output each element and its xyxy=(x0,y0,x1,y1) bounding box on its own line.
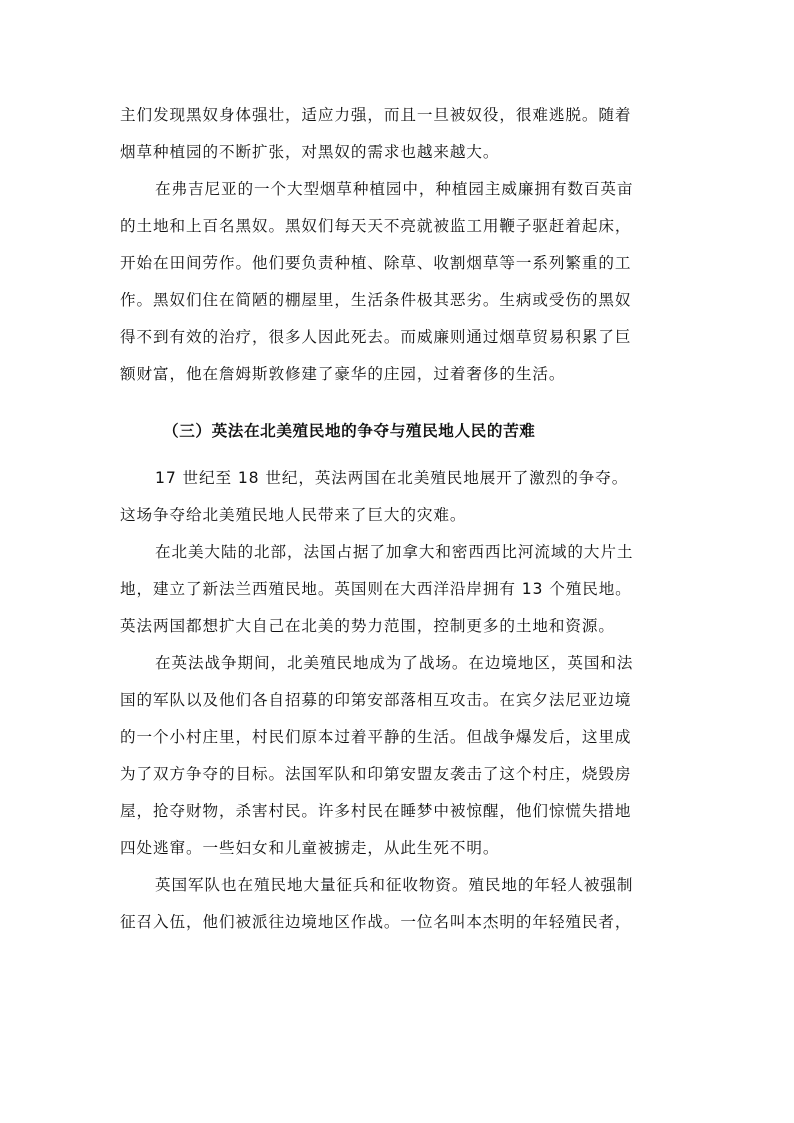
text-line: 地，建立了新法兰西殖民地。英国则在大西洋沿岸拥有 13 个殖民地。 xyxy=(120,580,632,598)
paragraph xyxy=(120,460,676,534)
text-line: 四处逃窜。一些妇女和儿童被掳走，从此生死不明。 xyxy=(120,839,500,857)
text-line: 在弗吉尼亚的一个大型烟草种植园中，种植园主威廉拥有数百英亩 xyxy=(155,180,634,198)
document-body xyxy=(120,97,676,941)
paragraph xyxy=(120,645,676,867)
text-line: 屋，抢夺财物，杀害村民。许多村民在睡梦中被惊醒，他们惊慌失措地 xyxy=(120,802,632,820)
text-line: 为了双方争夺的目标。法国军队和印第安盟友袭击了这个村庄，烧毁房 xyxy=(120,765,632,783)
text-line: 的一个小村庄里，村民们原本过着平静的生活。但战争爆发后，这里成 xyxy=(120,728,632,746)
text-line: 开始在田间劳作。他们要负责种植、除草、收割烟草等一系列繁重的工 xyxy=(120,254,632,272)
text-line: 英国军队也在殖民地大量征兵和征收物资。殖民地的年轻人被强制 xyxy=(155,876,634,894)
text-line: 征召入伍，他们被派往边境地区作战。一位名叫本杰明的年轻殖民者， xyxy=(120,913,632,931)
text-line: 这场争夺给北美殖民地人民带来了巨大的灾难。 xyxy=(120,506,467,524)
paragraph xyxy=(120,534,676,645)
text-line: 在北美大陆的北部，法国占据了加拿大和密西西比河流域的大片土 xyxy=(155,543,634,561)
text-line: 国的军队以及他们各自招募的印第安部落相互攻击。在宾夕法尼亚边境 xyxy=(120,691,632,709)
paragraph xyxy=(120,867,676,941)
text-line: 额财富，他在詹姆斯敦修建了豪华的庄园，过着奢侈的生活。 xyxy=(120,365,566,383)
text-line: 英法两国都想扩大自己在北美的势力范围，控制更多的土地和资源。 xyxy=(120,617,615,635)
text-line: 17 世纪至 18 世纪，英法两国在北美殖民地展开了激烈的争夺。 xyxy=(155,469,629,487)
paragraph xyxy=(120,97,676,171)
section-heading: （三）英法在北美殖民地的争夺与殖民地人民的苦难 xyxy=(163,422,536,440)
text-line: 得不到有效的治疗，很多人因此死去。而威廉则通过烟草贸易积累了巨 xyxy=(120,328,632,346)
text-line: 在英法战争期间，北美殖民地成为了战场。在边境地区，英国和法 xyxy=(155,654,634,672)
paragraph xyxy=(120,171,676,393)
text-line: 作。黑奴们住在简陋的棚屋里，生活条件极其恶劣。生病或受伤的黑奴 xyxy=(120,291,632,309)
text-line: 的土地和上百名黑奴。黑奴们每天天不亮就被监工用鞭子驱赶着起床， xyxy=(120,217,632,235)
text-line: 烟草种植园的不断扩张，对黑奴的需求也越来越大。 xyxy=(120,143,500,161)
text-line: 主们发现黑奴身体强壮，适应力强，而且一旦被奴役，很难逃脱。随着 xyxy=(120,106,632,124)
